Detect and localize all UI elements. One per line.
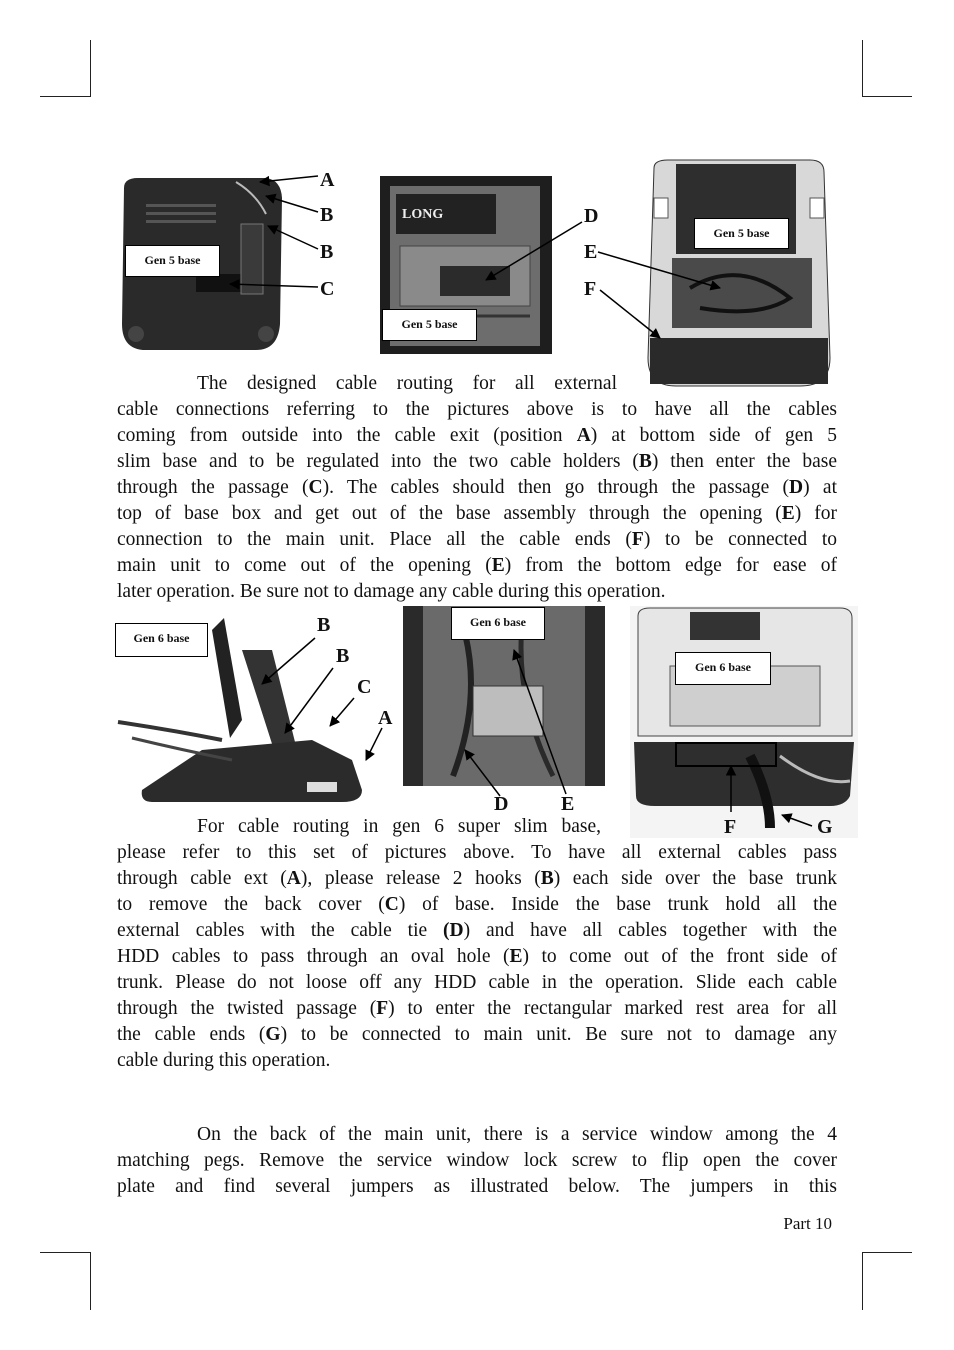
crop-mark-top-right-h: [862, 96, 912, 97]
p1-line-9: later operation. Be sure not to damage any cable during this operation.: [117, 581, 666, 602]
label-top-B1: B: [320, 204, 334, 226]
p2-line-6: HDD cables to pass through an oval hole (E) to come out of the front side of: [117, 946, 837, 967]
crop-mark-top-left-v: [90, 40, 91, 97]
crop-mark-bottom-left-h: [40, 1252, 91, 1253]
crop-mark-top-left-h: [40, 96, 91, 97]
p1-line-7: connection to the main unit. Place all the cable ends (F) to be connected to: [117, 529, 837, 550]
label-top-D: D: [584, 205, 599, 227]
crop-mark-top-right-v: [862, 40, 863, 97]
caption-gen6-left: Gen 6 base: [115, 623, 208, 657]
p3-line-1: On the back of the main unit, there is a service window among the 4: [197, 1124, 837, 1145]
p2-line-7: trunk. Please do not loose off any HDD cable in the operation. Slide each cable: [117, 972, 837, 993]
p1-line-2: cable connections referring to the pictures above is to have all the cables: [117, 399, 837, 420]
label-mid-E: E: [561, 793, 575, 815]
crop-mark-bottom-right-v: [862, 1252, 863, 1310]
p1-line-8: main unit to come out of the opening (E) from the bottom edge for ease of: [117, 555, 837, 576]
label-mid-C: C: [357, 676, 372, 698]
label-top-C: C: [320, 278, 335, 300]
label-top-A: A: [320, 169, 335, 191]
gen6-top-photo: [630, 606, 858, 838]
p1-line-5: through the passage (C). The cables should then go through the passage (D) at: [117, 477, 837, 498]
crop-mark-bottom-right-h: [862, 1252, 912, 1253]
label-mid-B1: B: [317, 614, 331, 636]
caption-gen5-left: Gen 5 base: [125, 245, 220, 277]
paragraph-gen5: [117, 371, 837, 605]
label-top-F: F: [584, 278, 597, 300]
label-mid-F: F: [724, 816, 737, 838]
caption-gen6-middle: Gen 6 base: [451, 607, 545, 640]
paragraph-service-window: [117, 1122, 837, 1200]
p1-line-6: top of base box and get out of the base assembly through the opening (E) for: [117, 503, 838, 524]
label-top-E: E: [584, 241, 598, 263]
p2-line-3: through cable ext (A), please release 2 hooks (B) each side over the base trunk: [117, 868, 837, 889]
caption-gen6-right: Gen 6 base: [675, 652, 771, 685]
p2-line-10: cable during this operation.: [117, 1050, 331, 1071]
paragraph-gen6: [117, 814, 837, 1074]
caption-gen5-middle: Gen 5 base: [382, 309, 477, 341]
p2-line-1: For cable routing in gen 6 super slim base,: [197, 816, 601, 837]
p3-line-2: matching pegs. Remove the service window lock screw to flip open the cover: [117, 1150, 837, 1171]
p2-line-9: the cable ends (G) to be connected to main unit. Be sure not to damage any: [117, 1024, 837, 1045]
p3-line-3: plate and find several jumpers as illustrated below. The jumpers in this: [117, 1176, 837, 1197]
rest-area-marker: [675, 742, 777, 767]
label-mid-B2: B: [336, 645, 350, 667]
gen5-top-photo: [640, 158, 838, 390]
caption-gen5-right: Gen 5 base: [694, 218, 789, 249]
svg-text:LONG: LONG: [402, 207, 444, 222]
p1-line-3: coming from outside into the cable exit (position A) at bottom side of gen 5: [117, 425, 838, 446]
page-footer: Part 10: [783, 1214, 832, 1233]
p2-line-5: external cables with the cable tie (D) and have all cables together with the: [117, 920, 837, 941]
label-mid-G: G: [817, 816, 833, 838]
p1-line-4: slim base and to be regulated into the two cable holders (B) then enter the base: [117, 451, 838, 472]
p2-line-4: to remove the back cover (C) of base. Inside the base trunk hold all the: [117, 894, 837, 915]
label-mid-A: A: [378, 707, 393, 729]
crop-mark-bottom-left-v: [90, 1252, 91, 1310]
p2-line-2: please refer to this set of pictures above. To have all external cables pass: [117, 842, 837, 863]
label-mid-D: D: [494, 793, 509, 815]
label-top-B2: B: [320, 241, 334, 263]
p1-line-1: The designed cable routing for all external: [197, 373, 617, 394]
p2-line-8: through the twisted passage (F) to enter the rectangular marked rest area for all: [117, 998, 837, 1019]
